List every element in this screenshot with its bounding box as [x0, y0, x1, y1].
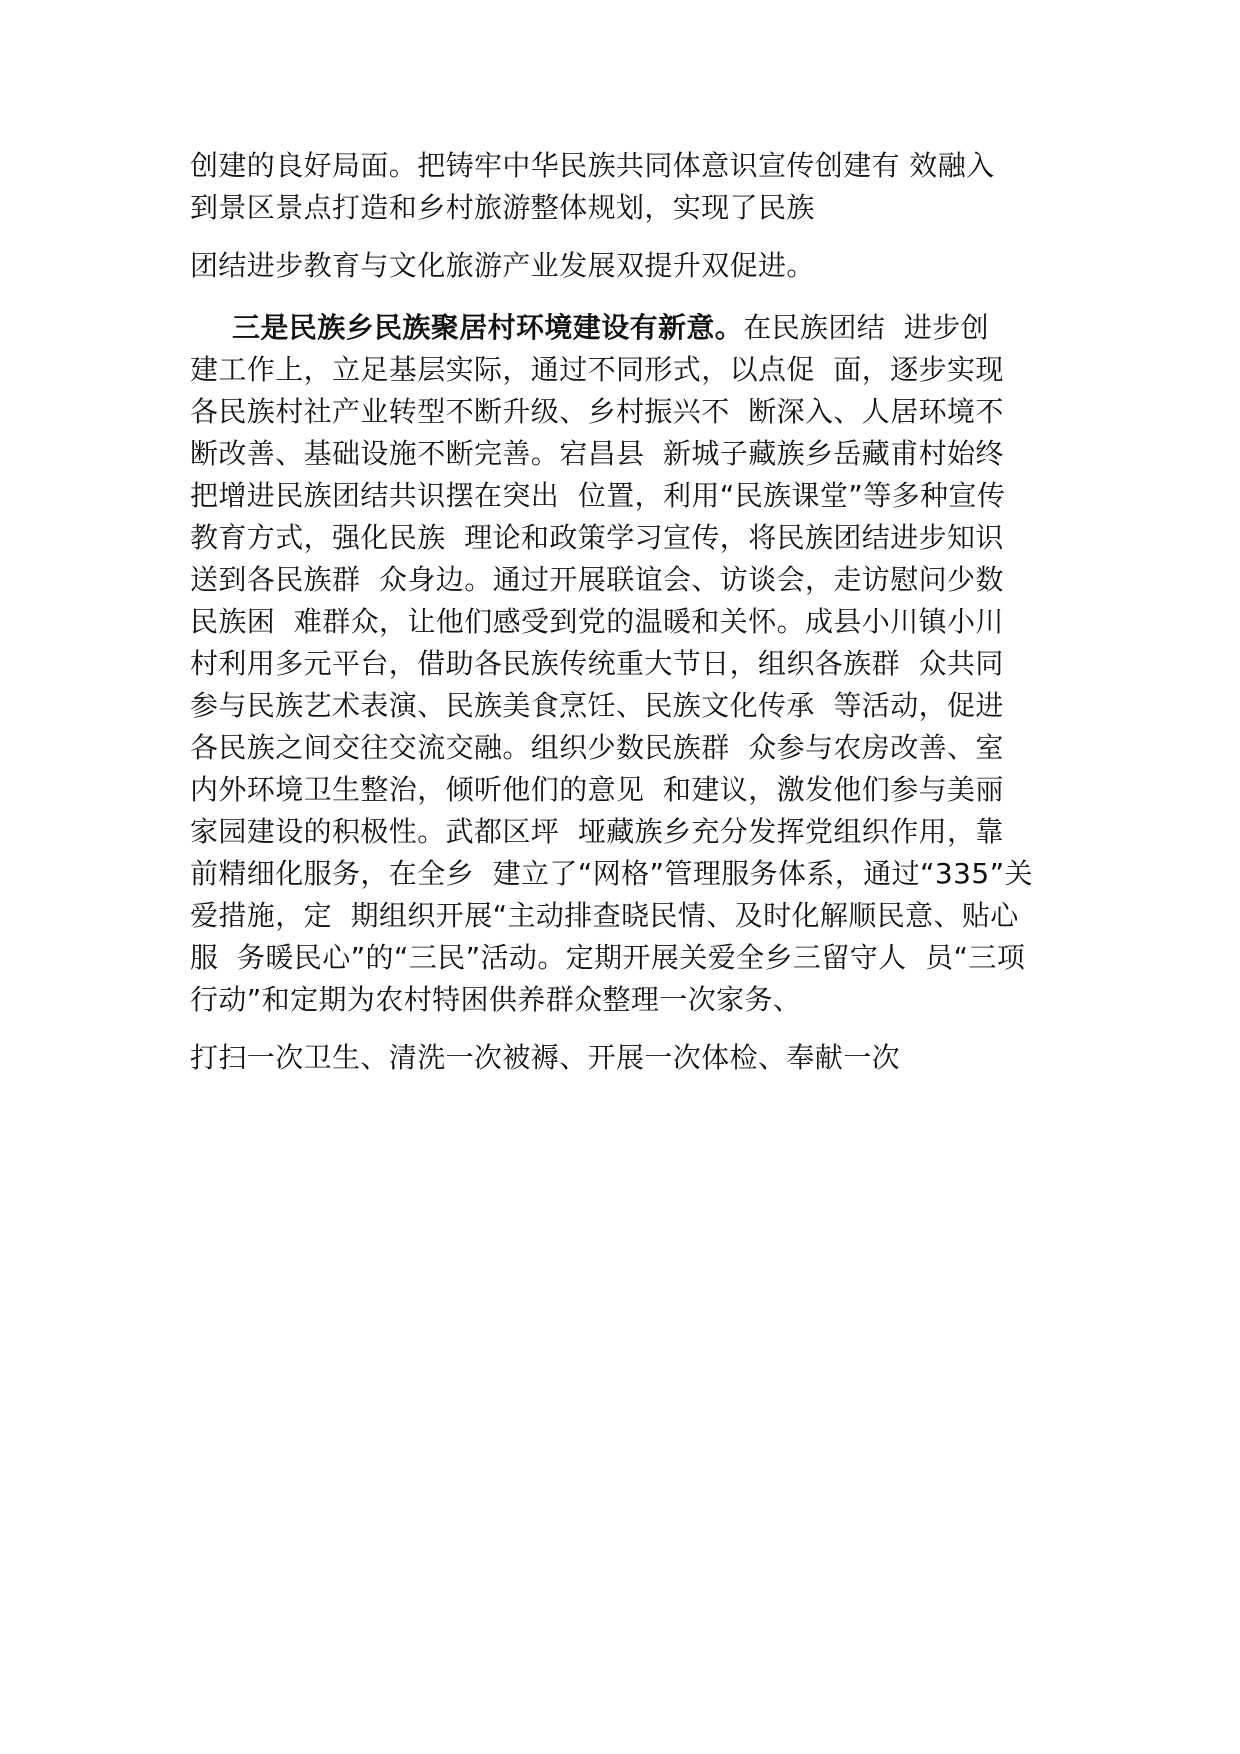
text-line: 各民族之间交往交流交融。组织少数民族群 众参与农房改善、室 [190, 731, 1004, 764]
text-line: 送到各民族群 众身边。通过开展联谊会、访谈会，走访慰问少数 [190, 563, 1004, 596]
text-line: 民族困 难群众，让他们感受到党的温暖和关怀。成县小川镇小川 [190, 605, 1004, 638]
text-line: 爱措施，定 期组织开展“主动排查晓民情、及时化解顺民意、贴心 [190, 899, 1019, 932]
paragraph-lead [232, 310, 989, 346]
text-line: 前精细化服务，在全乡 建立了“网格”管理服务体系，通过“335”关 [190, 857, 1033, 890]
text-line: 内外环境卫生整治，倾听他们的意见 和建议，激发他们参与美丽 [190, 773, 1004, 806]
lead-text: 在民族团结 进步创 [743, 311, 990, 344]
text-line: 把增进民族团结共识摆在突出 位置，利用“民族课堂”等多种宣传 [190, 479, 1006, 512]
text-line: 打扫一次卫生、清洗一次被褥、开展一次体检、奉献一次 [190, 1041, 901, 1074]
text-line: 创建的良好局面。把铸牢中华民族共同体意识宣传创建有 效融入 [190, 149, 995, 182]
text-line: 行动”和定期为农村特困供养群众整理一次家务、 [190, 983, 802, 1016]
text-line: 建工作上，立足基层实际，通过不同形式，以点促 面，逐步实现 [190, 353, 1004, 386]
bold-heading: 三是民族乡民族聚居村环境建设有新意。 [232, 311, 744, 344]
text-line: 团结进步教育与文化旅游产业发展双提升双促进。 [190, 249, 815, 282]
text-line: 到景区景点打造和乡村旅游整体规划，实现了民族 [190, 191, 815, 224]
text-line: 服 务暖民心”的“三民”活动。定期开展关爱全乡三留守人 员“三项 [190, 941, 1026, 974]
text-line: 参与民族艺术表演、民族美食烹饪、民族文化传承 等活动，促进 [190, 689, 1004, 722]
text-line: 村利用多元平台，借助各民族传统重大节日，组织各族群 众共同 [190, 647, 1004, 680]
text-line: 各民族村社产业转型不断升级、乡村振兴不 断深入、人居环境不 [190, 395, 1004, 428]
text-line: 家园建设的积极性。武都区坪 垭藏族乡充分发挥党组织作用，靠 [190, 815, 1004, 848]
text-line: 断改善、基础设施不断完善。宕昌县 新城子藏族乡岳藏甫村始终 [190, 437, 1004, 470]
text-line: 教育方式，强化民族 理论和政策学习宣传，将民族团结进步知识 [190, 521, 1004, 554]
